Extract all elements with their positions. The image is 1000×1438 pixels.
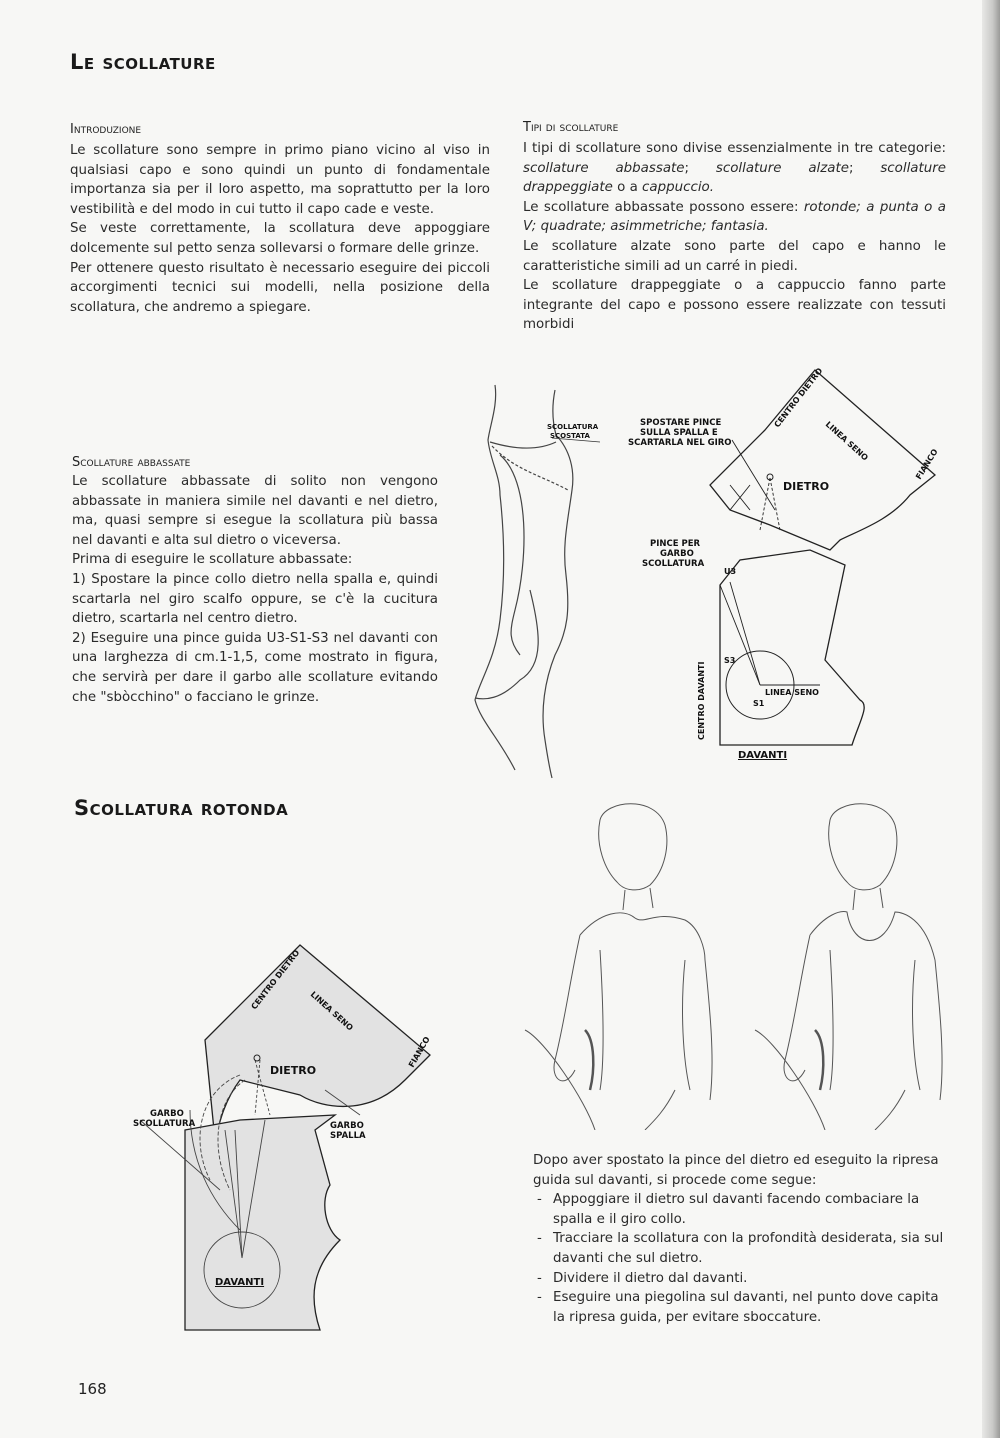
figure1-left-arm	[554, 935, 580, 1081]
move-label-1: SPOSTARE PINCE	[640, 418, 722, 428]
fianco-label: FIANCO	[406, 1035, 432, 1069]
intro-p2: Se veste correttamente, la scollatura deve appoggiare dolcemente sul petto senza sollevarsi o formare delle grinze.	[70, 221, 490, 256]
section-heading-rotonda: Scollatura rotonda	[74, 796, 289, 820]
fashion-figures	[505, 800, 975, 1130]
round-step: - Eseguire una piegolina sul davanti, nel punto dove capita la ripresa guida, per evitare sboccature.	[533, 1288, 953, 1327]
u3-label: U3	[724, 567, 737, 576]
s1-label: S1	[753, 699, 765, 708]
figure1-right-arm	[705, 960, 712, 1100]
types-text	[523, 139, 946, 335]
round-intro: Dopo aver spostato la pince del dietro ed eseguito la ripresa guida sul davanti, si procede come segue:	[533, 1153, 939, 1188]
figure1-neck	[623, 888, 653, 910]
types-cat1: scollature abbassate	[523, 160, 685, 176]
back-piece-outline	[710, 370, 935, 550]
pince-label-3: SCOLLATURA	[642, 559, 705, 569]
round-step: - Dividere il dietro dal davanti.	[533, 1269, 953, 1289]
figure1-side-seam	[585, 1030, 593, 1090]
pattern-figure-lowered	[620, 360, 950, 770]
dietro-label: DIETRO	[270, 1064, 317, 1077]
types-p2	[523, 198, 946, 237]
body-back-contour	[475, 385, 515, 770]
figure2-head	[829, 804, 897, 890]
garbo-scollatura-label-2: SCOLLATURA	[133, 1119, 196, 1129]
page-number: 168	[78, 1380, 107, 1398]
page-edge-shadow	[982, 0, 1000, 1438]
dietro-label: DIETRO	[783, 480, 830, 493]
round-steps	[533, 1190, 953, 1327]
figure1-legs	[525, 1030, 675, 1130]
back-dart-2	[760, 478, 770, 530]
figure2-side-seam	[815, 1030, 823, 1090]
scollatura-label-1: SCOLLATURA	[547, 423, 599, 431]
pattern-figure-rotonda	[130, 940, 450, 1340]
figure1-torso	[600, 950, 690, 1090]
round-procedure	[533, 1151, 953, 1327]
body-side-figure	[460, 380, 610, 780]
move-label-2: SULLA SPALLA E	[640, 428, 718, 438]
figure1-neckline	[580, 913, 705, 960]
leg-opening	[475, 590, 538, 699]
centro-dietro-label: CENTRO DIETRO	[249, 948, 302, 1012]
intro-heading: Introduzione	[70, 122, 142, 137]
scollatura-label-2: SCOSTATA	[550, 432, 590, 440]
types-p2-start: Le scollature abbassate possono essere:	[523, 199, 804, 215]
types-cat4: cappuccio.	[642, 180, 714, 196]
types-p3: Le scollature alzate sono parte del capo e hanno le caratteristiche simili ad un carré in piedi.	[523, 238, 946, 274]
garbo-spalla-label-2: SPALLA	[330, 1131, 366, 1141]
pince-label-1: PINCE PER	[650, 539, 701, 549]
intro-p3: Per ottenere questo risultato è necessario eseguire dei piccoli accorgimenti tecnici sui modelli, nella posizione della scollatura, che andremo a spiegare.	[70, 260, 490, 315]
davanti-label: DAVANTI	[215, 1277, 265, 1288]
davanti-label: DAVANTI	[738, 750, 788, 761]
figure2-neckline	[810, 912, 935, 960]
fianco-label: FIANCO	[914, 447, 940, 482]
figure2-right-arm	[935, 960, 942, 1100]
figure2-left-arm	[784, 935, 810, 1081]
centro-davanti-label: CENTRO DAVANTI	[697, 661, 706, 740]
types-cat3: scollature drappeggiate	[523, 160, 946, 196]
intro-p1: Le scollature sono sempre in primo piano vicino al viso in qualsiasi capo e sono quindi un punto di fondamentale importanza sia per il loro aspetto, ma soprattutto per la loro vestibilità e del modo in cui tutto il capo cade e veste.	[70, 143, 490, 217]
s3-label: S3	[724, 656, 736, 665]
types-cat2: scollature alzate	[715, 160, 849, 176]
types-p1-mid: o a	[612, 180, 643, 196]
lowered-p2: Prima di eseguire le scollature abbassate:	[72, 552, 353, 568]
figure2-torso	[830, 950, 920, 1090]
front-piece-shaded	[185, 1115, 340, 1330]
types-p1: I tipi di scollature sono divise essenzialmente in tre categorie: scollature abbassate; scollature alzate; scollature drappeggiate o a cappuccio.	[523, 141, 946, 196]
round-step: - Tracciare la scollatura con la profondità desiderata, sia sul davanti che sul dietro.	[533, 1229, 953, 1268]
types-p4: Le scollature drappeggiate o a cappuccio fanno parte integrante del capo e possono essere realizzate con tessuti morbidi	[523, 278, 946, 333]
figure1-head	[599, 804, 667, 890]
centro-dietro-label: CENTRO DIETRO	[772, 366, 825, 430]
fashion-figure-2	[755, 804, 942, 1130]
front-piece-outline	[720, 550, 864, 745]
lowered-p3: 1) Spostare la pince collo dietro nella spalla e, quindi scartarla nel giro scalfo oppure, se c'è la cucitura dietro, scartarla nel centro dietro.	[72, 571, 438, 627]
pince-label-2: GARBO	[660, 549, 694, 559]
neckline-lowered	[492, 446, 568, 490]
fashion-figure-1	[525, 804, 712, 1130]
intro-text	[70, 141, 490, 317]
page-title: Le scollature	[70, 50, 216, 74]
lowered-p4: 2) Eseguire una pince guida U3-S1-S3 nel davanti con una larghezza di cm.1-1,5, come mostrato in figura, che servirà per dare il garbo alle scollature evitando che "sbòcchino" o facciano le grinze.	[72, 630, 438, 705]
lowered-heading: Scollature abbassate	[72, 455, 191, 470]
pince-line-2	[730, 582, 760, 685]
types-p1-start: I tipi di scollature sono divise essenzialmente in tre categorie:	[523, 141, 946, 156]
neckline-high	[490, 442, 556, 448]
garbo-spalla-label-1: GARBO	[330, 1121, 364, 1131]
body-front-contour	[543, 390, 573, 778]
linea-seno-label: LINEA SENO	[823, 419, 870, 463]
garbo-scollatura-label-1: GARBO	[150, 1109, 184, 1119]
types-kinds: rotonde; a punta o a V; quadrate; asimmetriche; fantasia.	[523, 199, 947, 235]
types-heading: Tipi di scollature	[523, 120, 619, 135]
round-step: - Appoggiare il dietro sul davanti facendo combaciare la spalla e il giro collo.	[533, 1190, 953, 1229]
linea-seno-front-label: LINEA SENO	[765, 688, 819, 697]
pince-line-1	[720, 585, 760, 685]
linea-seno-label: LINEA SENO	[308, 989, 355, 1033]
lowered-p1: Le scollature abbassate di solito non vengono abbassate in maniera simile nel davanti e nel dietro, ma, quasi sempre si esegue la scollatura più bassa nel davanti e alta sul dietro o viceversa.	[72, 474, 438, 548]
figure2-legs	[755, 1030, 905, 1130]
figure2-neck	[853, 888, 883, 910]
move-label-3: SCARTARLA NEL GIRO	[628, 438, 732, 448]
back-piece-shaded	[205, 945, 430, 1140]
lowered-text	[72, 472, 438, 707]
